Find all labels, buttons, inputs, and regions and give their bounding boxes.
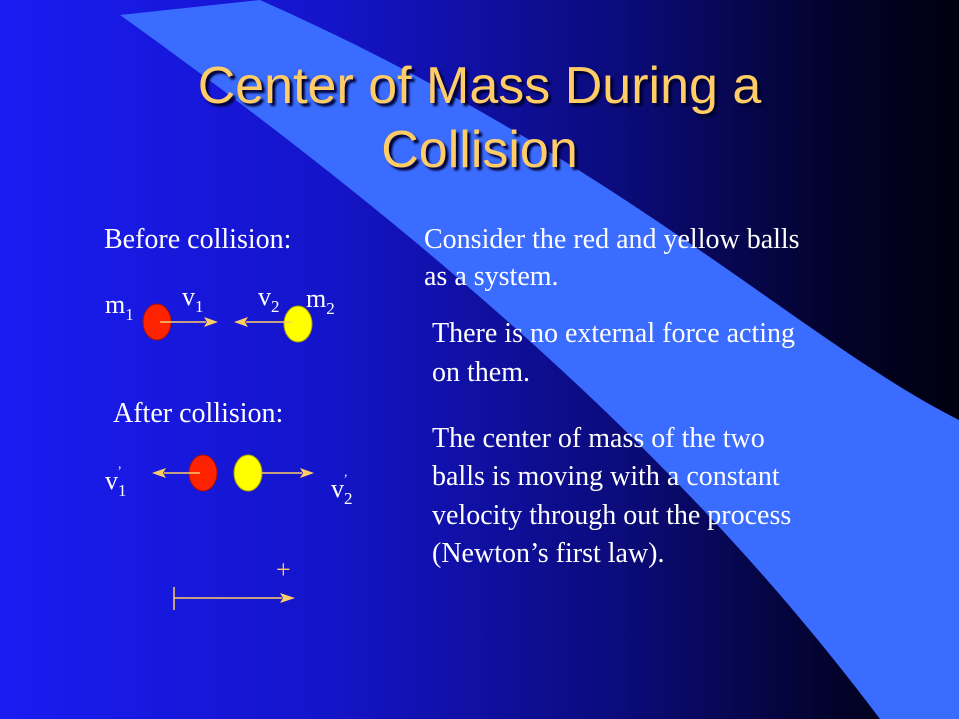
direction-arrowhead — [280, 593, 295, 603]
m2-symbol: $m_2$ — [306, 284, 335, 318]
paragraph-3-line-2: balls is moving with a constant — [432, 461, 780, 492]
paragraph-3-line-1: The center of mass of the two — [432, 423, 765, 454]
plus-direction-label: + — [276, 555, 291, 584]
paragraph-2-line-2: on them. — [432, 357, 530, 388]
paragraph-1-line-2: as a system. — [424, 261, 559, 292]
paragraph-2-line-1: There is no external force acting — [432, 318, 796, 349]
m1-symbol: $m_1$ — [105, 290, 134, 324]
after-collision-label: After collision: — [113, 398, 284, 429]
v2-arrowhead — [234, 317, 248, 327]
v2-prime-arrowhead — [300, 468, 314, 478]
title-line-1: Center of Mass During a — [197, 57, 762, 115]
paragraph-1-line-1: Consider the red and yellow balls — [424, 224, 800, 255]
v2-prime-symbol: $v_2^’$ — [331, 471, 353, 508]
before-collision-label: Before collision: — [104, 224, 292, 255]
v1-prime-symbol: $v_1^’$ — [105, 463, 127, 500]
v1-symbol: $v_1$ — [182, 282, 204, 316]
paragraph-3-line-4: (Newton’s first law). — [432, 538, 665, 569]
v1-prime-arrowhead — [152, 468, 166, 478]
yellow-ball-after — [234, 455, 262, 491]
v1-arrowhead — [204, 317, 218, 327]
paragraph-3-line-3: velocity through out the process — [432, 500, 792, 531]
title-line-2: Collision — [381, 121, 578, 179]
v2-symbol: $v_2$ — [258, 282, 280, 316]
